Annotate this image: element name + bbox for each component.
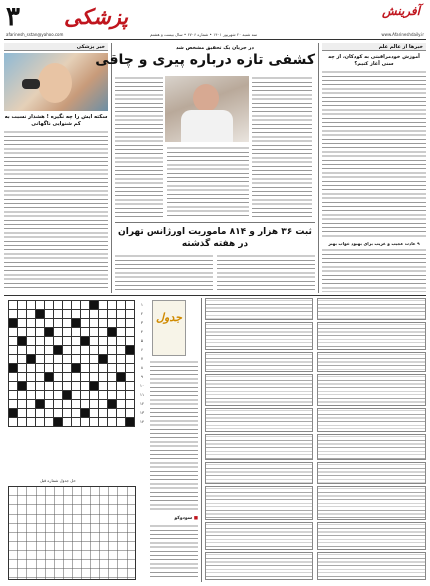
crossword-cell[interactable] — [27, 418, 36, 427]
col-divider-1 — [111, 43, 112, 293]
crossword-cell[interactable] — [63, 409, 72, 418]
legal-notice — [317, 522, 426, 550]
crossword-cell[interactable] — [63, 391, 72, 400]
legal-notice — [317, 552, 426, 580]
crossword-cell[interactable] — [126, 319, 135, 328]
crossword-cell[interactable] — [18, 346, 27, 355]
crossword-cell[interactable] — [18, 373, 27, 382]
email-line: afarinesh_sstan@yahoo.com — [6, 32, 64, 37]
fold-rule — [4, 295, 426, 296]
crossword-cell[interactable] — [9, 355, 18, 364]
crossword-cell[interactable] — [117, 301, 126, 310]
crossword-cell[interactable] — [54, 337, 63, 346]
main-col-text-1 — [115, 76, 163, 218]
crossword-cell[interactable] — [54, 373, 63, 382]
col-divider-2 — [318, 43, 319, 293]
crossword-title-box — [152, 300, 186, 356]
crossword-cell[interactable] — [45, 391, 54, 400]
legal-notice — [205, 322, 313, 350]
crossword-cell[interactable] — [72, 418, 81, 427]
crossword-numbers-col — [138, 300, 146, 426]
crossword-cell[interactable] — [81, 391, 90, 400]
crossword-cell[interactable] — [117, 373, 126, 382]
crossword-cell[interactable] — [108, 328, 117, 337]
crossword-cell[interactable] — [54, 319, 63, 328]
crossword-cell[interactable] — [99, 328, 108, 337]
main-sub-rule — [115, 222, 315, 223]
legal-notice — [317, 462, 426, 484]
child-ear-photo — [4, 53, 108, 111]
legal-notice — [317, 486, 426, 520]
crossword-cell[interactable] — [36, 364, 45, 373]
col-divider-3 — [201, 298, 202, 582]
crossword-cell[interactable] — [54, 409, 63, 418]
crossword-cell[interactable] — [126, 346, 135, 355]
crossword-cell[interactable] — [81, 346, 90, 355]
crossword-cell[interactable] — [99, 355, 108, 364]
crossword-cell[interactable] — [63, 364, 72, 373]
crossword-cell[interactable] — [63, 328, 72, 337]
crossword-cell[interactable] — [81, 301, 90, 310]
legal-notice — [317, 374, 426, 406]
crossword-cell[interactable] — [90, 400, 99, 409]
crossword-cell[interactable] — [18, 328, 27, 337]
crossword-cell[interactable] — [81, 373, 90, 382]
crossword-cell[interactable] — [9, 328, 18, 337]
crossword-number: ۵ — [140, 338, 144, 343]
sudoku-grid[interactable] — [8, 486, 136, 580]
crossword-cell[interactable] — [81, 310, 90, 319]
crossword-cell[interactable] — [90, 337, 99, 346]
crossword-cell[interactable] — [45, 364, 54, 373]
crossword-cell[interactable] — [18, 364, 27, 373]
crossword-cell[interactable] — [72, 319, 81, 328]
crossword-cell[interactable] — [9, 346, 18, 355]
crossword-cell[interactable] — [36, 328, 45, 337]
crossword-cell[interactable] — [9, 301, 18, 310]
crossword-cell[interactable] — [81, 418, 90, 427]
crossword-cell[interactable] — [126, 310, 135, 319]
main-col-text-2 — [167, 146, 249, 218]
main-headline: کشفی تازه درباره پیری و چاقی — [95, 52, 315, 68]
crossword-cell[interactable] — [9, 409, 18, 418]
sudoku-title: ■ سودوکو — [174, 516, 198, 521]
crossword-cell[interactable] — [63, 373, 72, 382]
crossword-cell[interactable] — [72, 391, 81, 400]
crossword-cell[interactable] — [99, 319, 108, 328]
crossword-cell[interactable] — [9, 418, 18, 427]
crossword-cell[interactable] — [45, 319, 54, 328]
crossword-cell[interactable] — [117, 391, 126, 400]
crossword-cell[interactable] — [90, 328, 99, 337]
crossword-cell[interactable] — [99, 310, 108, 319]
crossword-cell[interactable] — [9, 310, 18, 319]
crossword-cell[interactable] — [36, 391, 45, 400]
crossword-cell[interactable] — [108, 337, 117, 346]
crossword-number: ۳ — [140, 320, 144, 325]
crossword-cell[interactable] — [81, 328, 90, 337]
crossword-cell[interactable] — [18, 409, 27, 418]
sudoku-text — [150, 524, 198, 580]
crossword-cell[interactable] — [27, 319, 36, 328]
right-subhead: ۹ عادت عجیب و غریب برای بهبود خواب بهتر — [328, 241, 420, 246]
crossword-cell[interactable] — [54, 346, 63, 355]
legal-notice — [205, 352, 313, 372]
crossword-cell[interactable] — [126, 364, 135, 373]
crossword-cell[interactable] — [90, 391, 99, 400]
crossword-cell[interactable] — [36, 409, 45, 418]
crossword-cell[interactable] — [108, 391, 117, 400]
crossword-cell[interactable] — [81, 382, 90, 391]
crossword-cell[interactable] — [63, 418, 72, 427]
crossword-cell[interactable] — [45, 355, 54, 364]
crossword-cell[interactable] — [27, 355, 36, 364]
bullet-icon: ■ — [192, 516, 198, 521]
site-line: www.Afarineshdaily.ir — [381, 32, 424, 37]
crossword-cell[interactable] — [81, 409, 90, 418]
crossword-cell[interactable] — [36, 382, 45, 391]
crossword-cell[interactable] — [99, 391, 108, 400]
crossword-cell[interactable] — [90, 355, 99, 364]
legal-notice — [205, 552, 313, 580]
crossword-cell[interactable] — [54, 382, 63, 391]
crossword-cell[interactable] — [36, 373, 45, 382]
crossword-cell[interactable] — [90, 364, 99, 373]
right-body-text-2 — [322, 248, 426, 292]
crossword-cell[interactable] — [36, 400, 45, 409]
crossword-cell[interactable] — [27, 400, 36, 409]
crossword-cell[interactable] — [72, 373, 81, 382]
crossword-cell[interactable] — [63, 382, 72, 391]
crossword-cell[interactable] — [90, 301, 99, 310]
crossword-cell[interactable] — [18, 301, 27, 310]
crossword-number: ۴ — [140, 329, 144, 334]
crossword-cell[interactable] — [27, 364, 36, 373]
crossword-cell[interactable] — [72, 337, 81, 346]
crossword-cell[interactable] — [63, 310, 72, 319]
section-logo: پزشکی — [64, 5, 129, 29]
crossword-cell[interactable] — [126, 328, 135, 337]
crossword-cell[interactable] — [27, 382, 36, 391]
crossword-cell[interactable] — [63, 400, 72, 409]
crossword-cell[interactable] — [108, 373, 117, 382]
crossword-number: ۶ — [140, 347, 144, 352]
crossword-cell[interactable] — [81, 319, 90, 328]
crossword-cell[interactable] — [36, 319, 45, 328]
sudoku-label: حل جدول شماره قبل — [40, 478, 76, 483]
crossword-cell[interactable] — [117, 409, 126, 418]
right-headline: آموزش خودمراقبتی به کودکان، از چه سنی آغاز کنیم؟ — [328, 54, 420, 67]
crossword-cell[interactable] — [18, 382, 27, 391]
crossword-cell[interactable] — [126, 337, 135, 346]
crossword-cell[interactable] — [99, 346, 108, 355]
crossword-cell[interactable] — [45, 346, 54, 355]
crossword-cell[interactable] — [126, 418, 135, 427]
crossword-number: ۱۰ — [139, 383, 145, 388]
crossword-cell[interactable] — [108, 382, 117, 391]
crossword-cell[interactable] — [54, 391, 63, 400]
crossword-cell[interactable] — [108, 409, 117, 418]
legal-notice — [317, 298, 426, 320]
crossword-cell[interactable] — [99, 337, 108, 346]
crossword-cell[interactable] — [45, 337, 54, 346]
masthead — [0, 0, 430, 40]
ads-column-1 — [205, 298, 313, 582]
crossword-cell[interactable] — [99, 409, 108, 418]
crossword-cell[interactable] — [72, 346, 81, 355]
left-body-text — [4, 130, 108, 288]
crossword-number: ۷ — [140, 356, 144, 361]
crossword-cell[interactable] — [81, 355, 90, 364]
crossword-cell[interactable] — [126, 382, 135, 391]
crossword-cell[interactable] — [18, 355, 27, 364]
crossword-cell[interactable] — [36, 310, 45, 319]
right-body-text-1 — [322, 70, 426, 238]
page-number: ۳ — [6, 2, 20, 32]
crossword-cell[interactable] — [72, 400, 81, 409]
crossword-number: ۸ — [140, 365, 144, 370]
crossword-cell[interactable] — [45, 373, 54, 382]
crossword-cell[interactable] — [54, 400, 63, 409]
crossword-cell[interactable] — [117, 364, 126, 373]
crossword-cell[interactable] — [99, 364, 108, 373]
crossword-cell[interactable] — [117, 355, 126, 364]
crossword-cell[interactable] — [27, 328, 36, 337]
crossword-cell[interactable] — [126, 301, 135, 310]
crossword-cell[interactable] — [63, 346, 72, 355]
crossword-cell[interactable] — [99, 382, 108, 391]
crossword-cell[interactable] — [90, 418, 99, 427]
main-sub-text-2 — [217, 254, 315, 292]
brand-logo-small: آفرینش — [382, 4, 420, 18]
masthead-rule — [4, 39, 426, 40]
crossword-cell[interactable] — [90, 346, 99, 355]
crossword-cell[interactable] — [27, 337, 36, 346]
crossword-cell[interactable] — [117, 382, 126, 391]
legal-notice — [205, 408, 313, 432]
crossword-cell[interactable] — [9, 373, 18, 382]
crossword-number: ۱۲ — [139, 401, 145, 406]
legal-notice — [317, 352, 426, 372]
crossword-cell[interactable] — [108, 400, 117, 409]
crossword-cell[interactable] — [81, 364, 90, 373]
crossword-cell[interactable] — [117, 400, 126, 409]
legal-notice — [205, 374, 313, 406]
crossword-cell[interactable] — [18, 319, 27, 328]
legal-notice — [205, 486, 313, 520]
crossword-cell[interactable] — [90, 409, 99, 418]
elderly-man-photo — [165, 76, 249, 142]
crossword-cell[interactable] — [63, 337, 72, 346]
legal-notice — [317, 408, 426, 432]
crossword-cell[interactable] — [36, 355, 45, 364]
crossword-number: ۹ — [140, 374, 144, 379]
crossword-cell[interactable] — [9, 382, 18, 391]
crossword-cell[interactable] — [36, 418, 45, 427]
crossword-cell[interactable] — [63, 301, 72, 310]
crossword-cell[interactable] — [72, 409, 81, 418]
crossword-cell[interactable] — [9, 337, 18, 346]
crossword-cell[interactable] — [54, 355, 63, 364]
crossword-cell[interactable] — [99, 301, 108, 310]
crossword-cell[interactable] — [72, 355, 81, 364]
crossword-cell[interactable] — [36, 337, 45, 346]
crossword-cell[interactable] — [54, 418, 63, 427]
crossword-cell[interactable] — [99, 400, 108, 409]
crossword-cell[interactable] — [54, 328, 63, 337]
crossword-cell[interactable] — [90, 373, 99, 382]
crossword-cell[interactable] — [90, 382, 99, 391]
crossword-number: ۱۳ — [139, 410, 145, 415]
crossword-cell[interactable] — [18, 418, 27, 427]
crossword-cell[interactable] — [54, 364, 63, 373]
crossword-cell[interactable] — [108, 355, 117, 364]
crossword-cell[interactable] — [117, 418, 126, 427]
crossword-cell[interactable] — [36, 346, 45, 355]
legal-notice — [205, 522, 313, 550]
crossword-cell[interactable] — [81, 337, 90, 346]
crossword-cell[interactable] — [54, 301, 63, 310]
crossword-cell[interactable] — [108, 301, 117, 310]
crossword-cell[interactable] — [9, 400, 18, 409]
crossword-cell[interactable] — [108, 346, 117, 355]
crossword-cell[interactable] — [72, 364, 81, 373]
crossword-cell[interactable] — [81, 400, 90, 409]
crossword-cell[interactable] — [90, 319, 99, 328]
crossword-cell[interactable] — [63, 355, 72, 364]
crossword-cell[interactable] — [27, 409, 36, 418]
date-line: سه شنبه ۲۰ شهریور ۱۴۰۱ • شماره ۶۷۰۶ • سال بیست و هشتم — [150, 32, 258, 37]
crossword-cell[interactable] — [72, 310, 81, 319]
crossword-number: ۱ — [140, 302, 144, 307]
crossword-cell[interactable] — [117, 310, 126, 319]
crossword-number: ۲ — [140, 311, 144, 316]
ads-column-2 — [317, 298, 426, 582]
crossword-number: ۱۱ — [139, 392, 145, 397]
crossword-cell[interactable] — [117, 346, 126, 355]
crossword-cell[interactable] — [18, 337, 27, 346]
crossword-cell[interactable] — [99, 373, 108, 382]
crossword-cell[interactable] — [117, 337, 126, 346]
crossword-cell[interactable] — [18, 391, 27, 400]
crossword-cell[interactable] — [126, 409, 135, 418]
legal-notice — [317, 322, 426, 350]
crossword-cell[interactable] — [45, 418, 54, 427]
crossword-cell[interactable] — [27, 391, 36, 400]
crossword-cell[interactable] — [126, 355, 135, 364]
crossword-cell[interactable] — [18, 400, 27, 409]
crossword-cell[interactable] — [108, 364, 117, 373]
crossword-cell[interactable] — [9, 391, 18, 400]
crossword-cell[interactable] — [45, 301, 54, 310]
crossword-grid[interactable] — [8, 300, 135, 427]
left-section-label: خبر پزشکی — [76, 43, 105, 50]
crossword-cell[interactable] — [18, 310, 27, 319]
crossword-cell[interactable] — [9, 319, 18, 328]
crossword-cell[interactable] — [108, 310, 117, 319]
crossword-title: جدول — [156, 311, 182, 324]
crossword-cell[interactable] — [63, 319, 72, 328]
crossword-cell[interactable] — [126, 400, 135, 409]
crossword-cell[interactable] — [99, 418, 108, 427]
crossword-cell[interactable] — [9, 364, 18, 373]
legal-notice — [317, 434, 426, 460]
legal-notice — [205, 298, 313, 320]
crossword-cell[interactable] — [72, 301, 81, 310]
crossword-cell[interactable] — [117, 319, 126, 328]
main-kicker: در جریان یک تحقیق مشخص شد — [176, 45, 254, 51]
legal-notice — [205, 462, 313, 484]
crossword-cell[interactable] — [126, 373, 135, 382]
legal-notice — [205, 434, 313, 460]
crossword-cell[interactable] — [90, 310, 99, 319]
right-section-bar — [322, 43, 426, 51]
crossword-cell[interactable] — [72, 328, 81, 337]
crossword-cell[interactable] — [45, 400, 54, 409]
crossword-cell[interactable] — [108, 418, 117, 427]
crossword-cell[interactable] — [45, 409, 54, 418]
crossword-cell[interactable] — [27, 373, 36, 382]
left-headline: سکته ایش را چه نگیره ! هشدار نسبت به کم شنوایی ناگهانی — [4, 114, 108, 127]
crossword-cell[interactable] — [27, 301, 36, 310]
crossword-cell[interactable] — [27, 310, 36, 319]
main-subhead: ثبت ۳۶ هزار و ۸۱۴ ماموریت اورژانس تهران در هفته گذشته — [118, 227, 312, 249]
crossword-cell[interactable] — [45, 328, 54, 337]
crossword-cell[interactable] — [108, 319, 117, 328]
main-sub-text-1 — [115, 254, 213, 292]
crossword-cell[interactable] — [36, 301, 45, 310]
crossword-cell[interactable] — [54, 310, 63, 319]
right-section-label: خبرها از عالم علم — [378, 43, 423, 50]
crossword-cell[interactable] — [27, 346, 36, 355]
crossword-clues — [150, 360, 198, 510]
crossword-cell[interactable] — [45, 382, 54, 391]
crossword-number: ۱۴ — [139, 419, 145, 424]
crossword-cell[interactable] — [126, 391, 135, 400]
crossword-cell[interactable] — [117, 328, 126, 337]
crossword-cell[interactable] — [72, 382, 81, 391]
main-col-text-3 — [252, 76, 312, 218]
left-section-bar — [4, 43, 108, 51]
crossword-cell[interactable] — [45, 310, 54, 319]
